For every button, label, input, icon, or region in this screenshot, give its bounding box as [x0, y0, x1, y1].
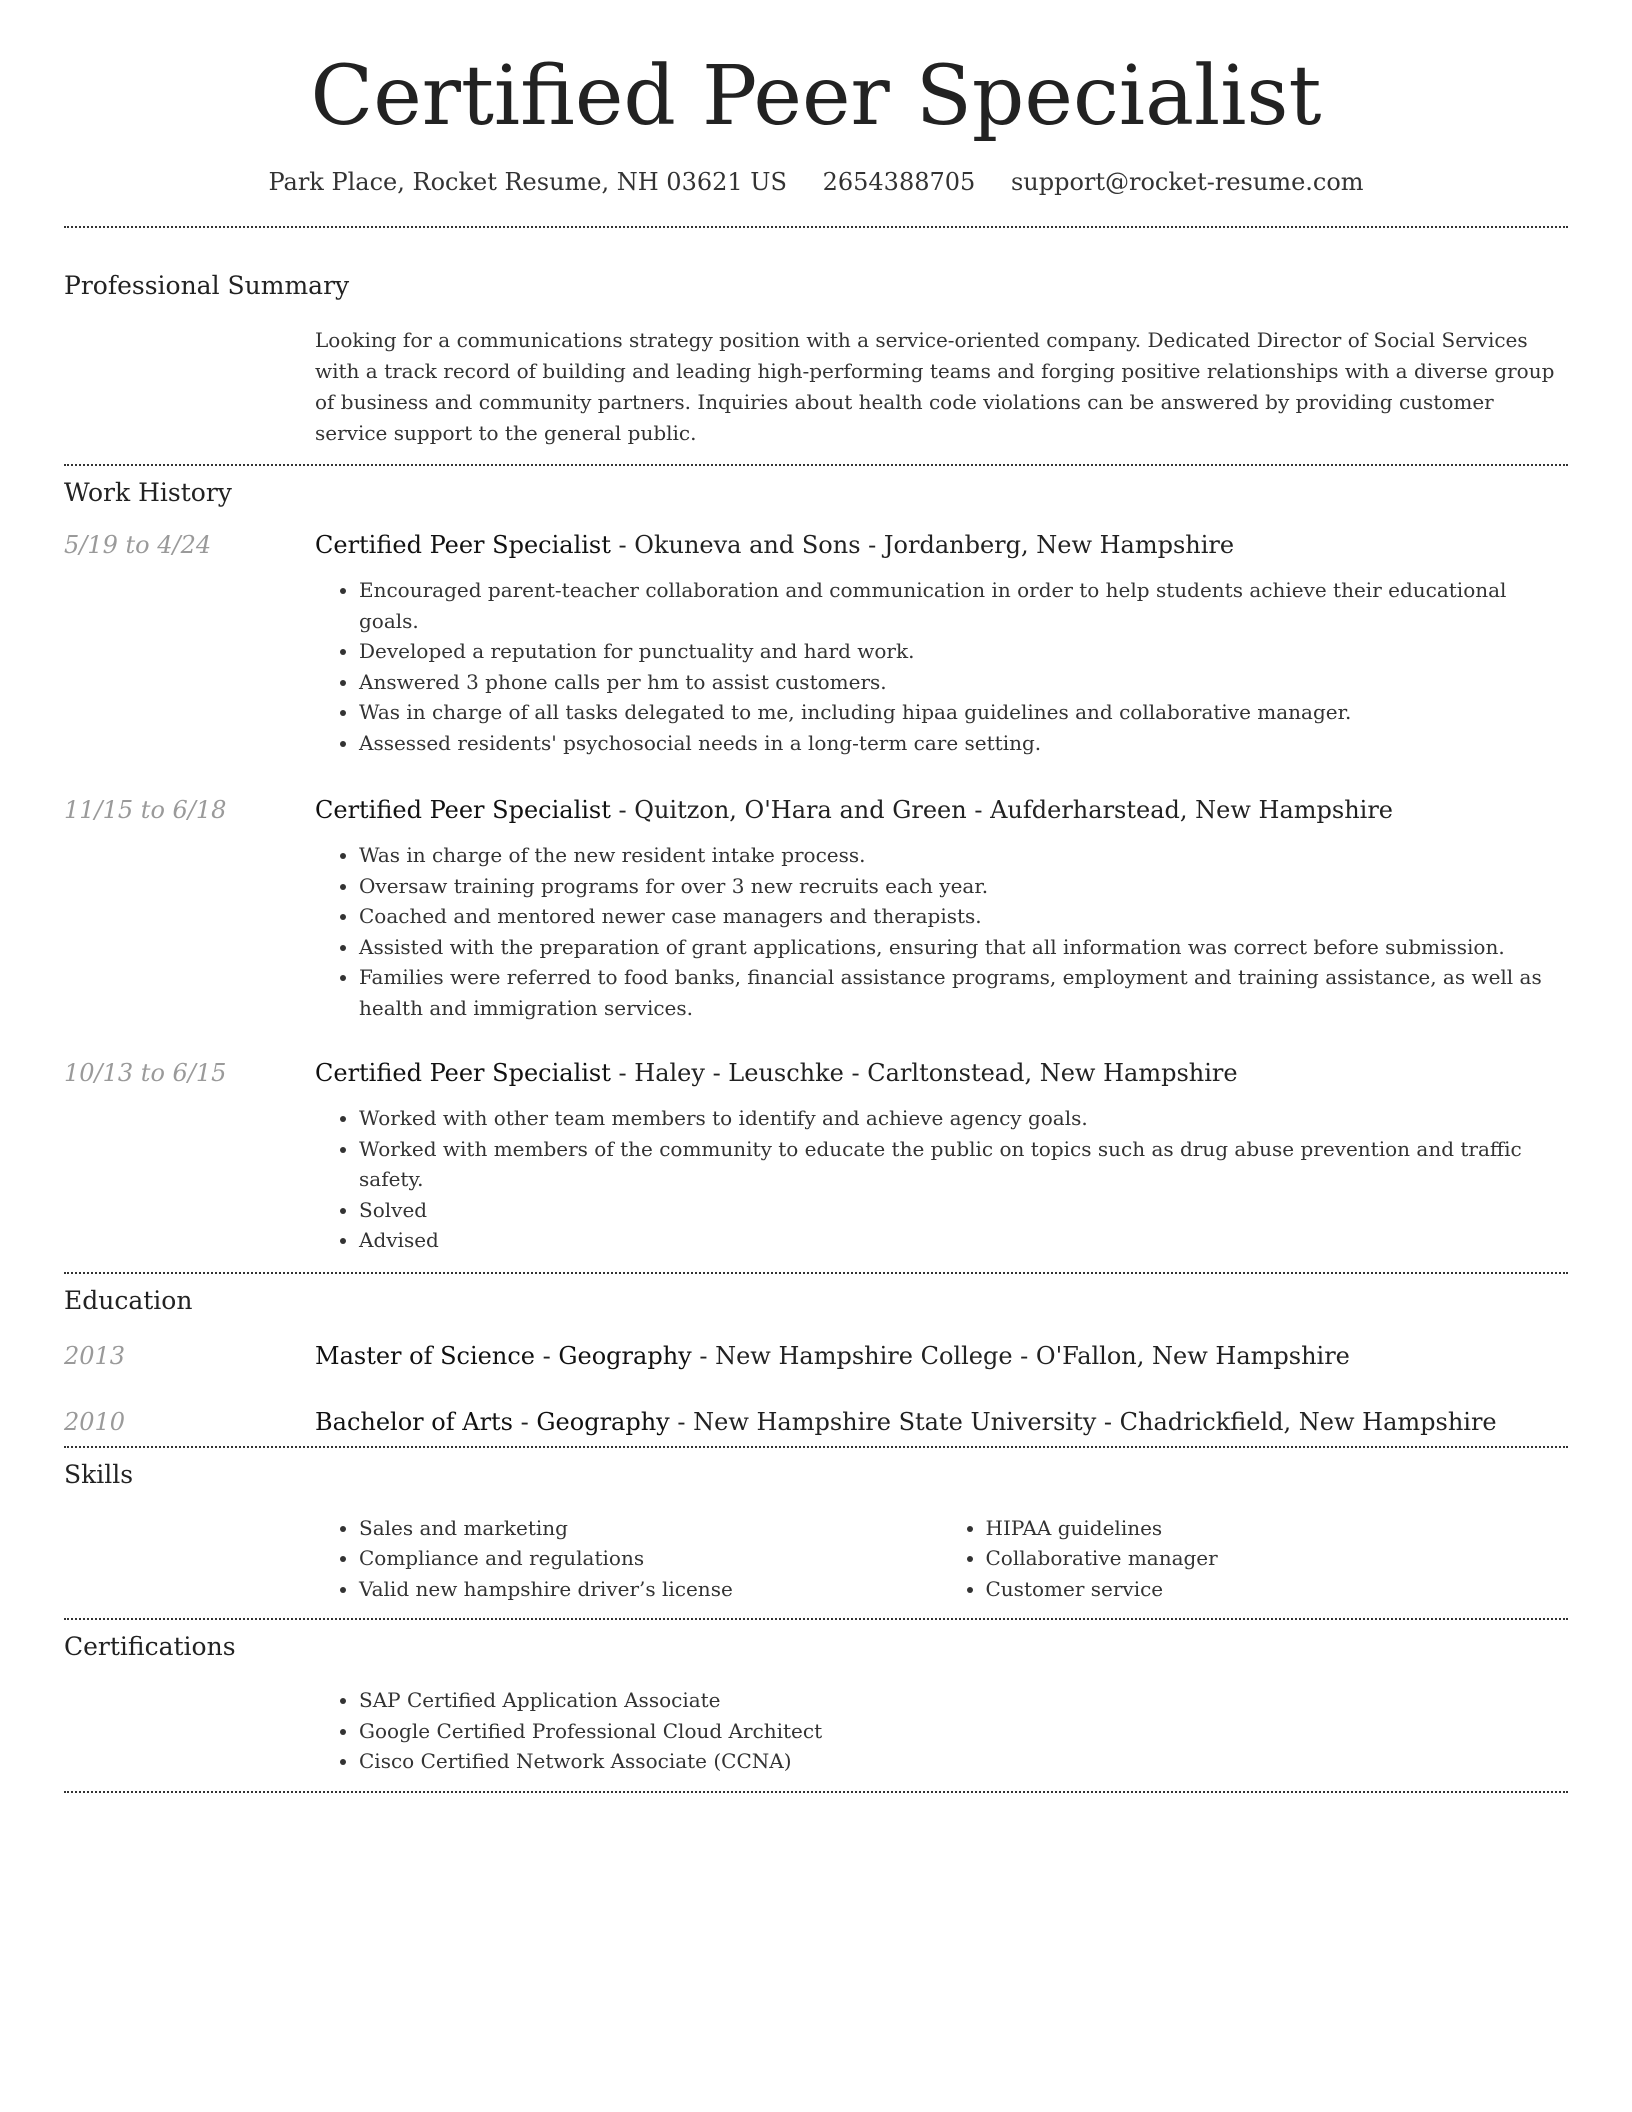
job-company: Quitzon, O'Hara and Green [634, 796, 967, 825]
resume-page [64, 0, 1568, 1793]
job-company: Okuneva and Sons [634, 531, 861, 560]
separator: - [860, 531, 884, 560]
summary-section [64, 228, 1568, 449]
education-heading: Education [64, 1285, 193, 1315]
summary-text: Looking for a communications strategy position with a service-oriented company. Dedicated Director of Social Services with a track record of building and leading high-performing teams and forging positive relationships with a diverse group of business and community partners. Inquiries about health code violations can be answered by providing customer service support to the general public. [315, 328, 1555, 446]
job-bullets [315, 575, 1568, 758]
separator: - [669, 1407, 694, 1436]
school-name: New Hampshire College [715, 1341, 1013, 1370]
job-dates: 5/19 to 4/24 [64, 531, 212, 560]
separator: - [534, 1341, 559, 1370]
list-item: • Sales and marketing [359, 1513, 942, 1544]
job-dates: 11/15 to 6/18 [64, 796, 227, 825]
list-item: • Encouraged parent-teacher collaboration and communication in order to help students achieve their educational goals. [359, 575, 1568, 636]
school-location: O'Fallon, New Hampshire [1035, 1341, 1350, 1370]
degree: Bachelor of Arts [315, 1407, 513, 1436]
work-history-heading: Work History [64, 478, 232, 508]
list-item: • Collaborative manager [986, 1543, 1569, 1574]
list-item: • Compliance and regulations [359, 1543, 942, 1574]
list-item: • Assisted with the preparation of grant applications, ensuring that all information was correct before submission. [359, 932, 1568, 963]
list-item: • Advised [359, 1225, 1568, 1256]
separator: - [1012, 1341, 1036, 1370]
certifications-list [315, 1685, 1568, 1777]
skills-list-right [942, 1513, 1569, 1605]
education-header [315, 1342, 1568, 1370]
education-header [315, 1408, 1568, 1436]
list-item: • Solved [359, 1195, 1568, 1226]
work-history-section [64, 466, 1568, 1256]
list-item: • Developed a reputation for punctuality and hard work. [359, 636, 1568, 667]
list-item: • Worked with other team members to identify and achieve agency goals. [359, 1103, 1568, 1134]
job-title: Certified Peer Specialist [315, 796, 611, 825]
job-entry [64, 1059, 1568, 1256]
list-item: • Valid new hampshire driver’s license [359, 1574, 942, 1605]
list-item: • Assessed residents' psychosocial needs in a long-term care setting. [359, 728, 1568, 759]
certifications-heading: Certifications [64, 1632, 236, 1662]
divider [64, 1791, 1568, 1793]
job-location: Aufderharstead, New Hampshire [990, 796, 1393, 825]
job-header [315, 1059, 1568, 1087]
job-title: Certified Peer Specialist [315, 1059, 611, 1088]
summary-heading: Professional Summary [64, 271, 350, 301]
contact-address: Park Place, Rocket Resume, NH 03621 US [268, 168, 787, 197]
job-dates: 10/13 to 6/15 [64, 1059, 227, 1088]
list-item: • Cisco Certified Network Associate (CCNA) [359, 1746, 1568, 1777]
school-name: New Hampshire State University [693, 1407, 1097, 1436]
list-item: • Families were referred to food banks, financial assistance programs, employment and training assistance, as well as health and immigration services. [359, 962, 1568, 1023]
separator: - [610, 531, 635, 560]
job-header [315, 796, 1568, 824]
list-item: • Was in charge of the new resident intake process. [359, 840, 1568, 871]
separator: - [1096, 1407, 1120, 1436]
job-title: Certified Peer Specialist [315, 531, 611, 560]
list-item: • Coached and mentored newer case managers and therapists. [359, 901, 1568, 932]
job-bullets [315, 840, 1568, 1023]
separator: - [610, 1059, 635, 1088]
job-entry [64, 796, 1568, 1023]
separator: - [843, 1059, 868, 1088]
list-item: • Was in charge of all tasks delegated to me, including hipaa guidelines and collaborative manager. [359, 697, 1568, 728]
contact-line [64, 168, 1568, 196]
list-item: • Worked with members of the community to educate the public on topics such as drug abuse prevention and traffic safety. [359, 1134, 1568, 1195]
list-item: • Customer service [986, 1574, 1569, 1605]
job-location: Carltonstead, New Hampshire [867, 1059, 1238, 1088]
contact-phone: 2654388705 [822, 168, 976, 197]
skills-section [64, 1448, 1568, 1605]
education-entry [64, 1342, 1568, 1370]
list-item: • Oversaw training programs for over 3 new recruits each year. [359, 871, 1568, 902]
job-entry [64, 531, 1568, 758]
contact-email: support@rocket-resume.com [1010, 168, 1364, 197]
list-item: • Answered 3 phone calls per hm to assist customers. [359, 667, 1568, 698]
skills-list-left [315, 1513, 942, 1605]
degree: Master of Science [315, 1341, 535, 1370]
separator: - [966, 796, 991, 825]
list-item: • HIPAA guidelines [986, 1513, 1569, 1544]
list-item: • Google Certified Professional Cloud Architect [359, 1716, 1568, 1747]
school-location: Chadrickfield, New Hampshire [1119, 1407, 1497, 1436]
job-bullets [315, 1103, 1568, 1256]
job-header [315, 531, 1568, 559]
list-item: • SAP Certified Application Associate [359, 1685, 1568, 1716]
skills-heading: Skills [64, 1459, 134, 1489]
field-of-study: Geography [536, 1407, 670, 1436]
separator: - [691, 1341, 716, 1370]
education-year: 2010 [64, 1407, 126, 1436]
education-entry [64, 1408, 1568, 1436]
field-of-study: Geography [558, 1341, 692, 1370]
separator: - [610, 796, 635, 825]
resume-title: Certified Peer Specialist [310, 49, 1322, 144]
education-section [64, 1274, 1568, 1436]
job-company: Haley - Leuschke [634, 1059, 844, 1088]
job-location: Jordanberg, New Hampshire [883, 531, 1235, 560]
certifications-section [64, 1620, 1568, 1777]
separator: - [513, 1407, 537, 1436]
education-year: 2013 [64, 1341, 126, 1370]
